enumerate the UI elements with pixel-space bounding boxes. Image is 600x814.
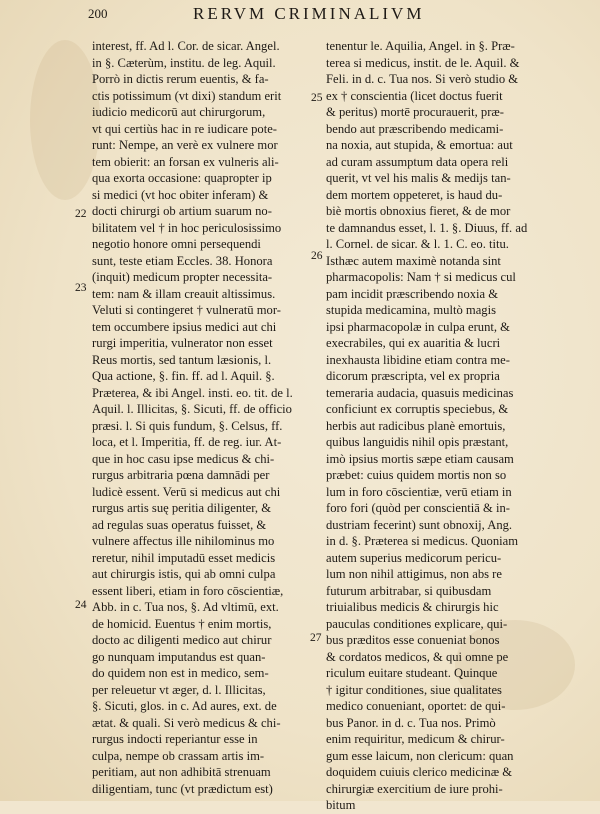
right-column xyxy=(326,38,556,814)
text-line: runt: Nempe, an verè ex vulnere mor xyxy=(92,138,278,152)
page-number: 200 xyxy=(88,6,108,21)
text-line: ctis potissimum (vt dixi) standum erit xyxy=(92,88,282,103)
text-line: l. Cornel. de sicar. & l. 1. C. eo. titu. xyxy=(326,237,509,251)
margin-marker: 24 xyxy=(75,599,87,611)
text-line: tenentur le. Aquilia, Angel. in §. Præ- xyxy=(326,39,515,53)
text-line: lum in foro cōscientiæ, verū etiam in xyxy=(326,484,512,499)
text-line: do quidem non est in medico, sem- xyxy=(92,666,269,680)
text-line: rurgi imperitia, vulnerator non esset xyxy=(92,336,273,350)
text-line: Qua actione, §. fin. ff. ad l. Aquil. §. xyxy=(92,369,275,383)
text-line: doquidem cuiuis clerico medicinæ & xyxy=(326,765,513,779)
text-line: Aquil. l. Illicitas, §. Sicuti, ff. de officio xyxy=(92,402,292,416)
text-line: Reus mortis, sed tantum læsionis, l. xyxy=(92,352,272,367)
text-line: tem: nam & illam creauit altissimus. xyxy=(92,286,276,301)
page-header xyxy=(88,4,560,28)
margin-marker: 26 xyxy=(311,250,323,262)
left-column xyxy=(92,38,324,797)
text-line: inexhausta libidine etiam contra me- xyxy=(326,352,510,367)
text-line: (inquit) medicum propter necessita- xyxy=(92,270,273,284)
text-line: ludicè essent. Verū si medicus aut chi xyxy=(92,484,281,499)
text-line: lum non nihil attigimus, non abs re xyxy=(326,567,502,581)
text-line: dicorum præscripta, vel ex propria xyxy=(326,369,500,383)
text-line: herbis aut radicibus planè emortuis, xyxy=(326,418,506,433)
text-line: de homicid. Euentus † enim mortis, xyxy=(92,616,272,631)
text-line: † igitur conditiones, siue qualitates xyxy=(326,682,502,697)
margin-marker: 22 xyxy=(75,208,87,220)
text-line: Præterea, & ibi Angel. insti. eo. tit. de l. xyxy=(92,385,293,400)
text-line: biè mortis obnoxius fieret, & de mor xyxy=(326,204,511,218)
text-line: qua exorta occasione: quapropter ip xyxy=(92,171,272,185)
margin-marker: 25 xyxy=(311,92,323,104)
text-line: loca, et l. Imperitia, ff. de reg. iur. At- xyxy=(92,435,282,449)
text-line: pam incidit præscribendo noxia & xyxy=(326,286,499,301)
text-line: & cordatos medicos, & qui omne pe xyxy=(326,649,509,664)
text-line: futurum arbitrabar, si quibusdam xyxy=(326,583,492,598)
text-line: temeraria audacia, quasuis medicinas xyxy=(326,385,514,400)
text-line: Feli. in d. c. Tua nos. Si verò studio & xyxy=(326,72,519,86)
text-line: chirurgiæ exercitium de iure prohi- xyxy=(326,781,503,796)
text-line: Veluti si contingeret † vulneratū mor- xyxy=(92,303,281,317)
text-line: bus præditos esse conueniat bonos xyxy=(326,633,500,647)
text-line: §. Sicuti, glos. in c. Ad aures, ext. de xyxy=(92,699,277,713)
text-line: rurgus artis suę peritia diligenter, & xyxy=(92,501,272,515)
text-line: per releuetur vt æger, d. l. Illicitas, xyxy=(92,682,266,697)
text-line: que in hoc casu ipse medicus & chi- xyxy=(92,451,275,466)
text-line: vulnere affectus ille nihilominus mo xyxy=(92,534,275,548)
text-line: rurgus indocti reperiantur esse in xyxy=(92,732,258,746)
text-line: na noxia, aut stupida, & emortua: aut xyxy=(326,138,513,152)
text-line: medico conueniant, oportet: de qui- xyxy=(326,699,506,713)
text-line: conficiunt ex corruptis speciebus, & xyxy=(326,402,509,416)
text-line: aut chirurgis istis, qui ab omni culpa xyxy=(92,567,276,581)
text-line: tem obierit: an forsan ex vulneris ali- xyxy=(92,154,279,169)
text-line: ætat. & quali. Si verò medicus & chi- xyxy=(92,715,281,730)
text-line: in §. Cæterùm, institu. de leg. Aquil. xyxy=(92,55,276,70)
text-line: culpa, nempe ob crassam artis im- xyxy=(92,748,265,763)
text-line: ad regulas suas operatus fuisset, & xyxy=(92,517,267,532)
margin-marker: 23 xyxy=(75,282,87,294)
text-line: execrabiles, qui ex auaritia & lucri xyxy=(326,336,501,350)
running-title: RERVM CRIMINALIVM xyxy=(193,4,425,23)
text-line: docto ac diligenti medico aut chirur xyxy=(92,633,272,647)
text-line: go nunquam imputandus est quan- xyxy=(92,649,266,664)
text-line: pauculas conditiones explicare, qui- xyxy=(326,616,508,631)
text-line: vt qui certiùs hac in re iudicare pote- xyxy=(92,121,277,136)
text-line: si medici (vt hoc obiter inferam) & xyxy=(92,187,269,202)
text-line: triuialibus medicis & chirurgis hic xyxy=(326,600,499,614)
text-line: bilitatem vel † in hoc periculosissimo xyxy=(92,220,282,235)
text-line: Abb. in c. Tua nos, §. Ad vltimū, ext. xyxy=(92,600,279,614)
text-line: te damnandus esset, l. 1. §. Diuus, ff. ad xyxy=(326,220,528,235)
text-line: pharmacopolis: Nam † si medicus cul xyxy=(326,270,516,284)
text-line: interest, ff. Ad l. Cor. de sicar. Angel. xyxy=(92,39,280,53)
text-line: Porrò in dictis rerum euentis, & fa- xyxy=(92,72,269,86)
paper-stain xyxy=(30,40,100,200)
text-line: in d. §. Præterea si medicus. Quoniam xyxy=(326,534,519,548)
text-line: dem mortem oppeteret, is haud du- xyxy=(326,187,503,202)
text-line: docti chirurgi ob artium suarum no- xyxy=(92,204,272,218)
text-line: ipsi pharmacopolæ in culpa erunt, & xyxy=(326,319,510,334)
text-line: reretur, nihil imputadū esset medicis xyxy=(92,550,276,565)
text-line: negotio honore omni persequendi xyxy=(92,237,261,251)
text-line: ad curam assumptum data opera reli xyxy=(326,154,509,169)
margin-marker: 27 xyxy=(310,632,322,644)
text-line: gum esse laicum, non clericum: quan xyxy=(326,748,514,763)
text-line: enim requiritur, medicum & chirur- xyxy=(326,732,505,746)
text-line: bendo aut præscribendo medicami- xyxy=(326,121,504,136)
text-line: bitum xyxy=(326,798,356,812)
text-line: quibus languidis nihil opis præstant, xyxy=(326,435,509,449)
text-line: essent liberi, etiam in foro cōscientiæ, xyxy=(92,583,284,598)
text-line: rurgus arbitraria pœna damnādi per xyxy=(92,468,270,482)
text-line: tem occumbere ipsius medici aut chi xyxy=(92,319,277,334)
text-line: peritiam, aut non adhibitā strenuam xyxy=(92,765,271,779)
text-line: riculum euitare studeant. Quinque xyxy=(326,666,498,680)
text-line: iudicio medicorū aut chirurgorum, xyxy=(92,105,266,119)
text-line: Isthæc autem maximè notanda sint xyxy=(326,253,501,268)
text-line: querit, vt vel his malis & medijs tan- xyxy=(326,171,511,185)
text-line: bus Panor. in d. c. Tua nos. Primò xyxy=(326,715,496,730)
text-line: sunt, teste etiam Eccles. 38. Honora xyxy=(92,253,273,268)
text-line: præsi. l. Si quis fundum, §. Celsus, ff. xyxy=(92,418,283,433)
text-line: præbet: cuius quidem mortis non so xyxy=(326,468,507,482)
text-line: autem superius medicorum pericu- xyxy=(326,550,502,565)
text-line: ex † conscientia (licet doctus fuerit xyxy=(326,88,503,103)
text-line: imò ipsius mortis sæpe etiam causam xyxy=(326,451,514,466)
text-line: & peritus) mortē procurauerit, præ- xyxy=(326,105,505,119)
text-line: terea si medicus, instit. de le. Aquil. & xyxy=(326,55,520,70)
text-line: diligentiam, tunc (vt prædictum est) xyxy=(92,781,273,796)
text-line: dustriam fecerint) sunt obnoxij, Ang. xyxy=(326,517,513,532)
text-line: stupida medicamina, multò magis xyxy=(326,303,496,317)
text-line: foro fori (quòd per conscientiā & in- xyxy=(326,501,510,515)
